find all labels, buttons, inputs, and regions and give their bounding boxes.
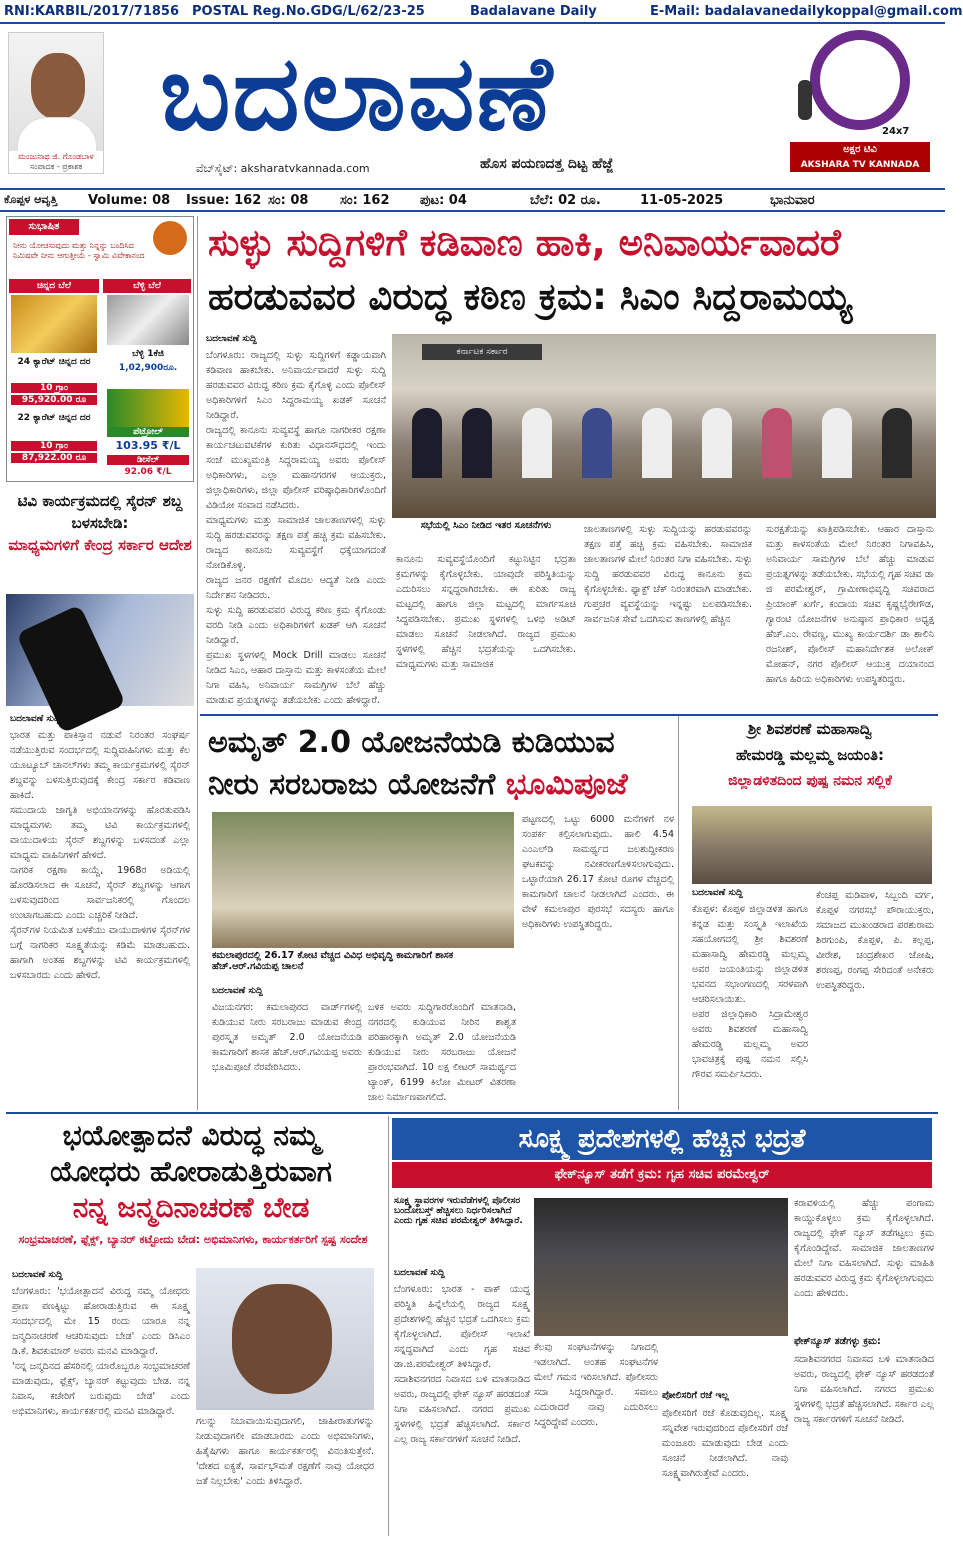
sookshma-subhead1: ಪೋಲಿಸರಿಗೆ ರಜೆ ಇಲ್ಲ [662, 1390, 729, 1401]
divider [6, 1112, 938, 1114]
jayanti-photo [692, 806, 932, 884]
shiv-byline: ಬದಲಾವಣೆ ಸುದ್ದಿ [692, 888, 743, 898]
dk-shivakumar-photo [196, 1268, 374, 1410]
lead-headline-line2: ಹರಡುವವರ ವಿರುದ್ಧ ಕಠಿಣ ಕ್ರಮ: ಸಿಎಂ ಸಿದ್ದರಾಮಯ್ಯ [208, 275, 853, 318]
gold22-label: 22 ಕ್ಯಾರೆಟ್ ಚಿನ್ನದ ದರ [17, 413, 91, 423]
tv-name: AKSHARA TV KANNADA [790, 158, 930, 172]
lead-col1 [206, 348, 386, 706]
price: ಬೆಲೆ: 02 ರೂ. [530, 193, 601, 208]
website: ವೆಬ್‌ಸೈಟ್: aksharatvkannada.com [196, 162, 370, 175]
shiv-headline-1: ಶ್ರೀ ಶಿವಶರಣೆ ಮಹಾಸಾದ್ವಿ [747, 720, 873, 738]
amrut-byline: ಬದಲಾವಣೆ ಸುದ್ದಿ [212, 986, 263, 996]
gold-bars-image [11, 295, 97, 353]
cm-meeting-photo [392, 334, 936, 518]
parameshwar-photo [534, 1198, 788, 1336]
tv-remote-photo [6, 594, 194, 706]
diesel-label: ಡೀಸೆಲ್ [107, 455, 189, 465]
dateline [0, 188, 945, 212]
tagline: ಹೊಸ ಪಯಣದತ್ತ ದಿಟ್ಟ ಹೆಜ್ಜೆ [480, 156, 614, 172]
amrut-col2: ಬಳಿಕ ಅವರು ಸುದ್ದಿಗಾರರೊಂದಿಗೆ ಮಾತನಾಡಿ, ನಗರದಲ್ಲಿ ಕುಡಿಯುವ ನೀರಿನ ಶಾಶ್ವತ ಪರಿಹಾರಕ್ಕಾಗಿ ಅಮೃತ್ 2.0 ಯೋಜನೆಯಡಿ ಕುಡಿಯುವ ನೀರು ಸರಬರಾಜು ಯೋಜನೆ ಪ್ರಾರಂಭವಾಗಿದೆ. 10 ಲಕ್ಷ ಲೀಟರ್ ಸಾಮರ್ಥ್ಯದ ಟ್ಯಾಂಕ್, 6199 ಕಿಲೋ ಮೀಟರ್ ವಿತರಣಾ ಜಾಲ ನಿರ್ಮಾಣವಾಗಲಿದೆ. [368, 1002, 516, 1103]
dks-headline-2: ಯೋಧರು ಹೋರಾಡುತ್ತಿರುವಾಗ [50, 1155, 332, 1188]
lead-para: ರಾಜ್ಯದ ಜನರ ರಕ್ಷಣೆಗೆ ಮೊದಲ ಆದ್ಯತೆ ನೀಡಿ ಎಂದು ನಿರ್ದೇಶನ ನೀಡಿದರು. [206, 575, 386, 601]
sookshma-byline: ಬದಲಾವಣೆ ಸುದ್ದಿ [394, 1268, 445, 1278]
sookshma-col3: ಪೊಲೀಸರಿಗೆ ರಜೆ ಕೊಡುವುದಿಲ್ಲ. ಸೂಕ್ಷ್ಮ ಸನ್ನಿವೇಶ ಇರುವುದರಿಂದ ಪೊಲೀಸರಿಗೆ ರಜೆ ಮಂಜೂರು ಮಾಡುವುದು ಬೇಡ ಎಂದು ಸೂಚನೆ ನೀಡಲಾಗಿದೆ. ನಾವು ಸೂಕ್ಷ್ಮವಾಗಿರುತ್ತೇವೆ ಎಂದರು. [662, 1408, 788, 1479]
lead-headline-line1: ಸುಳ್ಳು ಸುದ್ದಿಗಳಿಗೆ ಕಡಿವಾಣ ಹಾಕಿ, ಅನಿವಾರ್ಯವಾದರೆ [208, 221, 841, 264]
lead-subhead: ಸಭೆಯಲ್ಲಿ ಸಿಎಂ ನೀಡಿದ ಇತರ ಸೂಚನೆಗಳು [420, 520, 552, 531]
lead-para: ಪ್ರಮುಖ ಸ್ಥಳಗಳಲ್ಲಿ Mock Drill ಮಾಡಲು ಸೂಚನೆ ನೀಡಿದ ಸಿಎಂ, ಆಹಾರ ದಾಸ್ತಾನು ಮತ್ತು ಕಾಳಸಂತೆಯ ಮೇಲೆ ನಿಗಾ ವಹಿಸಿ, ಅನಿವಾರ್ಯ ಸಾಮಗ್ರಿಗಳ ಬೆಲೆ ಹೆಚ್ಚು ಮಾಡುವ ಪ್ರಯತ್ನಗಳನ್ನು ತಡೆಯಬೇಕು ಎಂದು ಹೇಳಿದ್ದಾರೆ. [206, 650, 386, 706]
divider [197, 216, 198, 1110]
dks-headline [6, 1118, 376, 1230]
tv-para: ನಾಗರಿಕ ರಕ್ಷಣಾ ಕಾಯ್ದೆ, 1968ರ ಅಡಿಯಲ್ಲಿ ಹೊರಡಿಸಲಾದ ಈ ಸೂಚನೆ, ಸೈರನ್ ಶಬ್ದಗಳನ್ನು ಆಗಾಗ ಬಳಸುವುದರಿಂದ ಸಾರ್ವಜನಿಕರಲ್ಲಿ ಗೊಂದಲ ಉಂಟಾಗಬಹುದು ಎಂದು ಎಚ್ಚರಿಕೆ ನೀಡಿದೆ. [10, 865, 190, 921]
rni-number: RNI:KARBIL/2017/71856 [4, 4, 180, 19]
shiv-headline-2: ಹೇಮರಡ್ಡಿ ಮಲ್ಲಮ್ಮ ಜಯಂತಿ: [736, 746, 884, 764]
amrut-col1: ವಿಜಯನಗರ: ಕಮಲಾಪುರದ ವಾರ್ಡ್‌ಗಳಲ್ಲಿ ಕುಡಿಯುವ ನೀರು ಸರಬರಾಜು ಮಾಡುವ ಕೇಂದ್ರ ಪುರಸ್ಕೃತ ಅಮೃತ್ 2.0 ಯೋಜನೆಯಡಿ ಕಾಮಗಾರಿಗೆ ಶಾಸಕ ಹೆಚ್.ಆರ್.ಗವಿಯಪ್ಪ ಅವರು ಭೂಮಿಪೂಜೆ ನೆರವೇರಿಸಿದರು. [212, 1002, 362, 1073]
tv-body [10, 728, 190, 1108]
dks-byline: ಬದಲಾವಣೆ ಸುದ್ದಿ [12, 1270, 63, 1280]
lead-para: ಬೆಂಗಳೂರು: ರಾಜ್ಯದಲ್ಲಿ ಸುಳ್ಳು ಸುದ್ದಿಗಳಿಗೆ ಕಡ್ಡಾಯವಾಗಿ ಕಡಿವಾಣ ಹಾಕಬೇಕು. ಅನಿವಾರ್ಯವಾದರೆ ಸುಳ್ಳು ಸುದ್ದಿ ಹರಡುವವರ ವಿರುದ್ಧ ಕಠಿಣ ಕ್ರಮ ಕೈಗೊಳ್ಳಿ ಎಂದು ಪೊಲೀಸ್ ಅಧಿಕಾರಿಗಳಿಗೆ ಸಿಎಂ ಸಿದ್ದರಾಮಯ್ಯ ಖಡಕ್ ಸೂಚನೆ ನೀಡಿದ್ದಾರೆ. [206, 350, 386, 421]
tv-headline-2: ಮಾಧ್ಯಮಗಳಿಗೆ ಕೇಂದ್ರ ಸರ್ಕಾರ ಆದೇಶ [8, 536, 192, 554]
divider [388, 1116, 389, 1536]
dks-headline-1: ಭಯೋತ್ಪಾದನೆ ವಿರುದ್ಧ ನಮ್ಮ [62, 1119, 320, 1152]
page-number: ಪುಟ: 04 [420, 193, 467, 208]
sookshma-col1 [394, 1282, 530, 1534]
dks-para: 'ನನ್ನ ಜನ್ಮದಿನದ ಹೆಸರಿನಲ್ಲಿ ಯಾರೊಬ್ಬರೂ ಸಂಭ್ರಮಾಚರಣೆ ಮಾಡುವುದು, ಫ್ಲೆಕ್ಸ್, ಬ್ಯಾನರ್ ಕಟ್ಟುವುದು ಬೇಡ. ನನ್ನ ನಿವಾಸ, ಕಚೇರಿಗೆ ಬರುವುದು ಬೇಡ' ಎಂದು ಅಭಿಮಾನಿಗಳು, ಕಾರ್ಯಕರ್ತರಲ್ಲಿ ಮನವಿ ಮಾಡಿದ್ದಾರೆ. [12, 1361, 190, 1417]
lead-para: ಸುಳ್ಳು ಸುದ್ದಿ ಹರಡುವವರ ವಿರುದ್ಧ ಕಠಿಣ ಕ್ರಮ ಕೈಗೊಂಡು ವರದಿ ನೀಡಿ ಎಂದು ಅಧಿಕಾರಿಗಳಿಗೆ ಖಡಕ್ ಆಗಿ ಸೂಚನೆ ನೀಡಿದ್ದಾರೆ. [206, 605, 386, 646]
lead-para: ಮಾಧ್ಯಮಗಳು ಮತ್ತು ಸಾಮಾಜಿಕ ಜಾಲತಾಣಗಳಲ್ಲಿ ಸುಳ್ಳು ಸುದ್ದಿ ಹರಡುವವರನ್ನು ತಕ್ಷಣ ಪತ್ತೆ ಹಚ್ಚಿ ಕ್ರಮ ವಹಿಸಬೇಕು. ರಾಜ್ಯದ ಕಾನೂನು ಸುವ್ಯವಸ್ಥೆಗೆ ಧಕ್ಕೆಯಾಗದಂತೆ ನೋಡಿಕೊಳ್ಳಿ. [206, 515, 386, 571]
gold22-value: 87,922.00 ರೂ [11, 453, 97, 463]
postal-reg: POSTAL Reg.No.GDG/L/62/23-25 [192, 4, 425, 19]
meeting-sign: ಕರ್ನಾಟಕ ಸರ್ಕಾರ [422, 344, 542, 360]
lead-headline [200, 216, 938, 326]
subhashita-label: ಸುಭಾಷಿತ [9, 219, 79, 235]
lead-para: ರಾಜ್ಯದಲ್ಲಿ ಕಾನೂನು ಸುವ್ಯವಸ್ಥೆ ಹಾಗೂ ನಾಗರೀಕರ ರಕ್ಷಣಾ ಕಾರ್ಯಚಟುವಟಿಕೆಗಳ ಕುರಿತು ವಿಧಾನಸೌಧದಲ್ಲಿ ಇಂದು ಸಂಜೆ ಮುಖ್ಯಮಂತ್ರಿ ಸಿದ್ದರಾಮಯ್ಯ ಅವರು ಪೊಲೀಸ್ ಅಧಿಕಾರಿಗಳು, ಎಲ್ಲಾ ಮಹಾನಗರಗಳ ಆಯುಕ್ತರು, ಜಿಲ್ಲಾಧಿಕಾರಿಗಳು, ಜಿಲ್ಲಾ ಪೊಲೀಸ್ ವರಿಷ್ಠಾಧಿಕಾರಿಗಳೊಂದಿಗೆ ವಿಡಿಯೋ ಸಂವಾದ ನಡೆಸಿದರು. [206, 425, 386, 511]
editor-photo [8, 32, 104, 174]
day: ಭಾನುವಾರ [770, 193, 815, 208]
silver-price-head: ಬೆಳ್ಳಿ ಬೆಲೆ [103, 279, 191, 293]
sookshma-intro: ಸೂಕ್ಷ್ಮ ಸ್ಥಾವರಗಳ ಇರುವೆಡೆಗಳಲ್ಲಿ ಪೊಲೀಸರ ಬಂದೋಬಸ್ತ್ ಹೆಚ್ಚಿಸಲು ನಿರ್ಧರಿಸಲಾಗಿದೆ ಎಂದು ಗೃಹ ಸಚಿವ ಪರಮೇಶ್ವರ್ ತಿಳಿಸಿದ್ದಾರೆ. [394, 1196, 523, 1226]
masthead [0, 24, 945, 184]
gold24-label: 24 ಕ್ಯಾರೆಟ್ ಚಿನ್ನದ ದರ [17, 357, 91, 367]
top-strip [0, 0, 963, 24]
sookshma-para: ಬೆಂಗಳೂರು: ಭಾರತ - ಪಾಕ್ ಯುದ್ಧ ಪರಿಸ್ಥಿತಿ ಹಿನ್ನೆಲೆಯಲ್ಲಿ ರಾಜ್ಯದ ಸೂಕ್ಷ್ಮ ಪ್ರದೇಶಗಳಲ್ಲಿ ಹೆಚ್ಚಿನ ಭದ್ರತೆ ಒದಗಿಸಲು ಕ್ರಮ ಕೈಗೊಳ್ಳಲಾಗಿದೆ. ಪೊಲೀಸ್ ಇಲಾಖೆ ಸನ್ನದ್ಧವಾಗಿದೆ ಎಂದು ಗೃಹ ಸಚಿವ ಡಾ.ಜಿ.ಪರಮೇಶ್ವರ್ ತಿಳಿಸಿದ್ದಾರೆ. [394, 1284, 530, 1370]
akshara-tv-logo [790, 30, 930, 180]
petrol-value: 103.95 ₹/L [115, 439, 181, 452]
sookshma-col2: ಕೆಲವು ಸಂಘಟನೆಗಳನ್ನು ನಿಗಾದಲ್ಲಿ ಇಡಲಾಗಿದೆ. ಅಂತಹ ಸಂಘಟನೆಗಳ ಮೇಲೆ ಗಮನ ಇರಿಸಲಾಗಿದೆ. ಪೊಲೀಸರು ಸದಾ ಸಿದ್ಧರಾಗಿದ್ದಾರೆ. ಸವಾಲು ಎದುರಾದರೆ ನಾವು ಎದುರಿಸಲು ಸಿದ್ಧರಿದ್ದೇವೆ ಎಂದರು. [534, 1342, 658, 1428]
paper-logo: ಬದಲಾವಣೆ [160, 32, 555, 154]
sookshma-col4a: ಕರಾವಳಿಯಲ್ಲಿ ಹೆಚ್ಚು ಪಂಗಾಮ ಕಾಯ್ದುಕೊಳ್ಳಲು ಕ್ರಮ ಕೈಗೊಳ್ಳಲಾಗಿದೆ. ರಾಜ್ಯದಲ್ಲಿ ಫೇಕ್ ನ್ಯೂಸ್ ತಡೆಗಟ್ಟಲು ಕ್ರಮ ಕೈಗೊಂಡಿದ್ದೇವೆ. ಸಾಮಾಜಿಕ ಜಾಲತಾಣಗಳ ಮೇಲೆ ನಿಗಾ ವಹಿಸಲಾಗಿದೆ. ಸುಳ್ಳು ಮಾಹಿತಿ ಹರಡುವವರ ವಿರುದ್ಧ ಕ್ರಮ ಕೈಗೊಳ್ಳಲಾಗುವುದು ಎಂದು ಹೇಳಿದರು. [794, 1198, 934, 1299]
lead-col4: ಸುರಕ್ಷತೆಯನ್ನು ಖಾತ್ರಿಪಡಿಸಬೇಕು. ಆಹಾರ ದಾಸ್ತಾನು ಮತ್ತು ಕಾಳಸಂತೆಯ ಮೇಲೆ ನಿರಂತರ ನಿಗಾವಹಿಸಿ, ಅನಿವಾರ್ಯ ಸಾಮಗ್ರಿಗಳ ಬೆಲೆ ಹೆಚ್ಚು ಮಾಡುವ ಪ್ರಯತ್ನಗಳನ್ನು ತಡೆಯಬೇಕು. ಸಭೆಯಲ್ಲಿ ಗೃಹ ಸಚಿವ ಡಾ ಜಿ ಪರಮೇಶ್ವರ್, ಗ್ರಾಮೀಣಾಭಿವೃದ್ಧಿ ಸಚಿವರಾದ ಪ್ರಿಯಾಂಕ್ ಖರ್ಗೆ, ಕಂದಾಯ ಸಚಿವ ಕೃಷ್ಣಭೈರೇಗೌಡ, ಗ್ಯಾರಂಟಿ ಯೋಜನೆಗಳ ಅನುಷ್ಠಾನ ಪ್ರಾಧಿಕಾರ ಅಧ್ಯಕ್ಷ ಹೆಚ್.ಎಂ. ರೇವಣ್ಣ, ಮುಖ್ಯ ಕಾರ್ಯದರ್ಶಿ ಡಾ ಶಾಲಿನಿ ರಜನೀಶ್, ಪೊಲೀಸ್ ಮಹಾನಿರ್ದೇಶಕ ಅಲೋಕ್ ಮೋಹನ್, ನಗರ ಪೊಲೀಸ್ ಆಯುಕ್ತ ದಯಾನಂದ ಹಾಗೂ ಹಿರಿಯ ಅಧಿಕಾರಿಗಳು ಉಪಸ್ಥಿತರಿದ್ದರು. [766, 524, 934, 685]
sam2: ಸಂ: 162 [340, 193, 390, 208]
gold-price-head: ಚಿನ್ನದ ಬೆಲೆ [9, 279, 99, 293]
amrut-headline-2a: ನೀರು ಸರಬರಾಜು ಯೋಜನೆಗೆ [208, 767, 496, 802]
sookshma-para: ಸದಾಶಿವನಗರದ ನಿವಾಸದ ಬಳಿ ಮಾತನಾಡಿದ ಅವರು, ರಾಜ್ಯದಲ್ಲಿ ಫೇಕ್ ನ್ಯೂಸ್ ಹರಡದಂತೆ ನಿಗಾ ವಹಿಸಲಾಗಿದೆ. ನಗರದ ಪ್ರಮುಖ ಸ್ಥಳಗಳಲ್ಲಿ ಭದ್ರತೆ ಹೆಚ್ಚಿಸಲಾಗಿದೆ. ಸರ್ಕಾರ ಎಲ್ಲ ರಾಜ್ಯ ಸರ್ಕಾರಗಳಿಗೆ ಸೂಚನೆ ನೀಡಿದೆ. [394, 1374, 530, 1445]
editor-caption: ಮಂಜುನಾಥ ಜಿ. ಗೊಂಡಬಾಳ [18, 152, 94, 161]
sookshma-headline: ಸೂಕ್ಷ್ಮ ಪ್ರದೇಶಗಳಲ್ಲಿ ಹೆಚ್ಚಿನ ಭದ್ರತೆ [392, 1118, 932, 1160]
paper-name: Badalavane Daily [470, 4, 597, 19]
tv-byline: ಬದಲಾವಣೆ ಸುದ್ದಿ [10, 714, 61, 724]
amrut-col3: ಪಟ್ಟಣದಲ್ಲಿ ಒಟ್ಟು 6000 ಮನೆಗಳಿಗೆ ನಳ ಸಂಪರ್ಕ ಕಲ್ಪಿಸಲಾಗುವುದು. ಹಾಲಿ 4.54 ಎಂಎಲ್‌ಡಿ ಸಾಮರ್ಥ್ಯದ ಜಲಶುದ್ಧೀಕರಣ ಘಟಕವನ್ನು ನವೀಕರಣಗೊಳಿಸಲಾಗುವುದು. ಒಟ್ಟಾರೆಯಾಗಿ 26.17 ಕೋಟಿ ರೂಗಳ ವೆಚ್ಚದಲ್ಲಿ ಕಾಮಗಾರಿಗೆ ಚಾಲನೆ ನೀಡಲಾಗಿದೆ ಎಂದರು. ಈ ವೇಳೆ ಕಮಲಾಪುರ ಪುರಸಭೆ ಸದಸ್ಯರು ಹಾಗೂ ಅಧಿಕಾರಿಗಳು ಉಪಸ್ಥಿತರಿದ್ದರು. [522, 814, 674, 930]
amrut-headline [200, 722, 674, 810]
shiv-para: ಅಪರ ಜಿಲ್ಲಾಧಿಕಾರಿ ಸಿದ್ರಾಮೇಶ್ವರ ಅವರು ಶಿವಶರಣೆ ಮಹಾಸಾದ್ವಿ ಹೇಮರಡ್ಡಿ ಮಲ್ಲಮ್ಮ ಅವರ ಭಾವಚಿತ್ರಕ್ಕೆ ಪುಷ್ಪ ನಮನ ಸಲ್ಲಿಸಿ ಗೌರವ ಸಮರ್ಪಿಸಿದರು. [692, 1009, 808, 1080]
divider [200, 714, 938, 716]
fuel-pump-icon [107, 389, 189, 427]
shiv-para: ಕೊಪ್ಪಳ: ಕೊಪ್ಪಳ ಜಿಲ್ಲಾಡಳಿತ ಹಾಗೂ ಕನ್ನಡ ಮತ್ತು ಸಂಸ್ಕೃತಿ ಇಲಾಖೆಯ ಸಹಯೋಗದಲ್ಲಿ ಶ್ರೀ ಶಿವಶರಣೆ ಮಹಾಸಾದ್ವಿ ಹೇಮರಡ್ಡಿ ಮಲ್ಲಮ್ಮ ಅವರ ಜಯಂತಿಯನ್ನು ಜಿಲ್ಲಾಡಳಿತ ಭವನದ ಸಭಾಂಗಣದಲ್ಲಿ ಸರಳವಾಗಿ ಆಚರಿಸಲಾಯಿತು. [692, 904, 808, 1005]
sookshma-subhead: ಫೇಕ್‌ನ್ಯೂಸ್ ತಡೆಗೆ ಕ್ರಮ: ಗೃಹ ಸಚಿವ ಪರಮೇಶ್ವರ್ [392, 1162, 932, 1188]
gold24-unit: 10 ಗ್ರಾಂ [11, 383, 97, 393]
gold24-value: 95,920.00 ರೂ [11, 395, 97, 405]
email: E-Mail: badalavanedailykoppal@gmail.com [650, 4, 963, 19]
editor-role: ಸಂಪಾದಕ - ಪ್ರಕಾಶಕ [29, 162, 83, 171]
vivekananda-photo [153, 221, 187, 255]
silver-bars-image [107, 295, 189, 345]
dks-para: ಬೆಂಗಳೂರು: 'ಭಯೋತ್ಪಾದನೆ ವಿರುದ್ಧ ನಮ್ಮ ಯೋಧರು ಪ್ರಾಣ ಪಣಕ್ಕಿಟ್ಟು ಹೋರಾಡುತ್ತಿರುವ ಈ ಸೂಕ್ಷ್ಮ ಸಂದರ್ಭದಲ್ಲಿ ಮೇ 15 ರಂದು ಯಾರೂ ನನ್ನ ಜನ್ಮದಿನಾಚರಣೆ ಆಚರಿಸುವುದು ಬೇಡ' ಎಂದು ಡಿಸಿಎಂ ಡಿ.ಕೆ. ಶಿವಕುಮಾರ್ ಅವರು ಮನವಿ ಮಾಡಿದ್ದಾರೆ. [12, 1286, 190, 1357]
amrut-caption: ಕಮಲಾಪುರದಲ್ಲಿ 26.17 ಕೋಟಿ ವೆಚ್ಚದ ವಿವಿಧ ಅಭಿವೃದ್ಧಿ ಕಾಮಗಾರಿಗೆ ಶಾಸಕ ಹೆಚ್.ಆರ್.ಗವಿಯಪ್ಪ ಚಾಲನೆ [212, 950, 454, 972]
quote: ನೀನು ಯೋಚಿಸುವುದು ಮತ್ತು ನಿನ್ನನ್ನು ಬಂದಿಸಿದ ನಿಮಿಷವೇ ನೀನು ಆಗುತ್ತೀಯೆ - ಸ್ವಾಮಿ ವಿವೇಕಾನಂದ [13, 241, 145, 260]
diesel-value: 92.06 ₹/L [124, 467, 172, 477]
tv-para: ಸಮುದಾಯ ಜಾಗೃತಿ ಅಭಿಯಾನಗಳನ್ನು ಹೊರತುಪಡಿಸಿ ಮಾಧ್ಯಮಗಳು ತಮ್ಮ ಟಿವಿ ಕಾರ್ಯಕ್ರಮಗಳಲ್ಲಿ ವಾಯುದಾಳಿಯ ಸೈರನ್ ಶಬ್ದಗಳನ್ನು ಬಳಸದಂತೆ ಎಲ್ಲಾ ಮಾಧ್ಯಮ ವಾಹಿನಿಗಳಿಗೆ ಹೇಳಿದೆ. [10, 805, 190, 861]
tv-badge: ಅಕ್ಷರ ಟಿವಿ [790, 142, 930, 158]
shiv-col2: ಕೆಂಚಪ್ಪ ಮಡಿವಾಳ, ಸಿಬ್ಬಂದಿ ವರ್ಗ, ಕೊಪ್ಪಳ ನಗರಸಭೆ ಪೌರಾಯುಕ್ತರು, ಸಮಾಜದ ಮುಖಂಡರಾದ ಪರಶುರಾಮ ಶಿರಗುಂಪಿ, ಕೊಪ್ಪಳ, ಪಿ. ಕಲ್ಲಪ್ಪ, ವೀರೇಶ, ಚಂದ್ರಶೇಖರ ಜೋಷಿ, ಶರಣಪ್ಪ, ರಂಗಪ್ಪ ಸೇರಿದಂತೆ ಅನೇಕರು ಉಪಸ್ಥಿತರಿದ್ದರು. [816, 890, 934, 991]
dks-col2: ಗಲನ್ನು ನಿಬಾವಾಯಿಸುವುದಾಗಲಿ, ಜಾಹೀರಾತುಗಳನ್ನು ನೀಡುವುದಾಗಲೀ ಮಾಡಬಾರದು ಎಂದು ಅಭಿಮಾನಿಗಳು, ಹಿತೈಷಿಗಳು ಹಾಗೂ ಕಾರ್ಯಕರ್ತರಲ್ಲಿ ವಿನಂತಿಸುತ್ತೇನೆ. 'ದೇಶದ ಐಕ್ಯತೆ, ಸಾರ್ವಭೌಮತೆ ರಕ್ಷಣೆಗೆ ನಾವು ಯೋಧರ ಜತೆ ನಿಲ್ಲಬೇಕು' ಎಂದು ತಿಳಿಸಿದ್ದಾರೆ. [196, 1416, 374, 1487]
bhoomipooja-photo [212, 812, 514, 948]
sookshma-subhead2: ಫೇಕ್‌ನ್ಯೂಸ್ ತಡೆಗಳ್ಳು ಕ್ರಮ: [794, 1336, 881, 1347]
rates-sidebar [6, 216, 194, 482]
issue: Issue: 162 [186, 193, 262, 208]
date: 11-05-2025 [640, 193, 724, 208]
lead-byline: ಬದಲಾವಣೆ ಸುದ್ದಿ [206, 334, 257, 344]
gold22-unit: 10 ಗ್ರಾಂ [11, 441, 97, 451]
microphone-icon [798, 80, 812, 120]
amrut-headline-2b: ಭೂಮಿಪೂಜೆ [505, 767, 628, 802]
volume: Volume: 08 [88, 193, 171, 208]
tv-para: ಸೈರನ್‌ಗಳ ನಿಯಮಿತ ಬಳಕೆಯು ವಾಯುದಾಳಿಗಳ ಸೈರನ್‌ಗಳ ಬಗ್ಗೆ ನಾಗರಿಕರ ಸೂಕ್ಷ್ಮತೆಯನ್ನು ಕಡಿಮೆ ಮಾಡಬಹುದು. ಹಾಗಾಗಿ ಅಂತಹ ಶಬ್ದಗಳನ್ನು ಟಿವಿ ಕಾರ್ಯಕ್ರಮಗಳಲ್ಲಿ ಬಳಸಬಾರದು ಎಂದು ಹೇಳಿದೆ. [10, 925, 190, 981]
lead-col3: ಜಾಲತಾಣಗಳಲ್ಲಿ ಸುಳ್ಳು ಸುದ್ದಿಯನ್ನು ಹರಡುವವರನ್ನು ತಕ್ಷಣ ಪತ್ತೆ ಹಚ್ಚಿ ಕ್ರಮ ವಹಿಸಬೇಕು. ಸಾಮಾಜಿಕ ಜಾಲತಾಣಗಳ ಮೇಲೆ ನಿರಂತರ ನಿಗಾ ವಹಿಸಬೇಕು. ಸುಳ್ಳು ಸುದ್ದಿ ಹರಡುವವರ ವಿರುದ್ಧ ಕಾನೂನು ಕ್ರಮ ಕೈಗೊಳ್ಳಬೇಕು. ಫ್ಯಾಕ್ಟ್ ಚೆಕ್ ನಿರಂತರವಾಗಿ ಮಾಡಬೇಕು. ಗುಪ್ತಚರ ವ್ಯವಸ್ಥೆಯನ್ನು ಇನ್ನಷ್ಟು ಬಲಪಡಿಸಬೇಕು. ಸಾರ್ವಜನಿಕ ಸೇವೆ ಒದಗಿಸುವ ತಾಣಗಳಲ್ಲಿ ಹೆಚ್ಚಿನ [584, 524, 752, 625]
amrut-headline-1: ಅಮೃತ್ 2.0 ಯೋಜನೆಯಡಿ ಕುಡಿಯುವ [208, 725, 615, 760]
edition: ಕೊಪ್ಪಳ ಆವೃತ್ತಿ [4, 193, 58, 206]
tv-headline-1: ಟಿವಿ ಕಾರ್ಯಕ್ರಮದಲ್ಲಿ ಸೈರನ್ ಶಬ್ದ ಬಳಸಬೇಡಿ: [17, 492, 183, 532]
petrol-label: ಪೆಟ್ರೋಲ್ [107, 427, 189, 437]
silver-value: 1,02,900ರೂ. [118, 363, 178, 373]
shiv-headline-3: ಜಿಲ್ಲಾಡಳಿತದಿಂದ ಪುಷ್ಪ ನಮನ ಸಲ್ಲಿಕೆ [728, 773, 892, 789]
divider [678, 716, 679, 1110]
shivasharane-headline [682, 716, 938, 802]
lead-col2: ಕಾನೂನು ಸುವ್ಯವಸ್ಥೆಯೊಂದಿಗೆ ಕಟ್ಟುನಿಟ್ಟಿನ ಭದ್ರತಾ ಕ್ರಮಗಳನ್ನು ಕೈಗೊಳ್ಳಬೇಕು. ಯಾವುದೇ ಪರಿಸ್ಥಿತಿಯನ್ನು ಎದುರಿಸಲು ಸನ್ನದ್ಧರಾಗಿರಬೇಕು. ಈ ಕುರಿತು ರಾಜ್ಯ ಮಟ್ಟದಲ್ಲಿ ಹಾಗೂ ಜಿಲ್ಲಾ ಮಟ್ಟದಲ್ಲಿ ಮಾರ್ಗಸೂಚಿ ಸಿದ್ಧಪಡಿಸಬೇಕು. ಪ್ರಮುಖ ಸ್ಥಳಗಳಲ್ಲಿ ಒಳಭಿ ಅಡಿಟ್ ಮಾಡಲು ಸೂಚನೆ ನೀಡಲಾಗಿದೆ. ರಾಜ್ಯದ ಪ್ರಮುಖ ಸ್ಥಳಗಳಲ್ಲಿ ಹೆಚ್ಚಿನ ಭದ್ರತೆಯನ್ನು ಒದಗಿಸಬೇಕು. ಮಾಧ್ಯಮಗಳು ಮತ್ತು ಸಾಮಾಜಿಕ [396, 554, 576, 670]
silver-unit: ಬೆಳ್ಳಿ 1ಕೆಜಿ [132, 349, 164, 359]
shiv-col1 [692, 902, 808, 1106]
dks-col1 [12, 1284, 190, 1534]
tv-24x7: 24x7 [882, 126, 910, 137]
tv-para: ಭಾರತ ಮತ್ತು ಪಾಕಿಸ್ತಾನ ನಡುವೆ ನಿರಂತರ ಸಂಘರ್ಷ ನಡೆಯುತ್ತಿರುವ ಸಂದರ್ಭದಲ್ಲಿ ಸುದ್ದಿವಾಹಿನಿಗಳು ಮತ್ತು ಕೆಲ ಯೂಟ್ಯೂಬ್ ಚಾನಲ್‌ಗಳು ತಮ್ಮ ಕಾರ್ಯಕ್ರಮಗಳಲ್ಲಿ ಸೈರನ್ ಶಬ್ದವನ್ನು ಬಳಸುತ್ತಿರುವುದಕ್ಕೆ ಕೇಂದ್ರ ಸರ್ಕಾರ ಕಡಿವಾಣ ಹಾಕಿದೆ. [10, 730, 190, 801]
sam1: ಸಂ: 08 [268, 193, 309, 208]
dks-subhead: ಸಂಭ್ರಮಾಚರಣೆ, ಫ್ಲೆಕ್ಸ್, ಬ್ಯಾನರ್ ಕಟ್ಟೋದು ಬೇಡ: ಅಭಿಮಾನಿಗಳು, ಕಾರ್ಯಕರ್ತರಿಗೆ ಸ್ಪಷ್ಟ ಸಂದೇಶ [18, 1233, 368, 1246]
sookshma-col4b: ಸದಾಶಿವನಗರದ ನಿವಾಸದ ಬಳಿ ಮಾತನಾಡಿದ ಅವರು, ರಾಜ್ಯದಲ್ಲಿ ಫೇಕ್ ನ್ಯೂಸ್ ಹರಡದಂತೆ ನಿಗಾ ವಹಿಸಲಾಗಿದೆ. ನಗರದ ಪ್ರಮುಖ ಸ್ಥಳಗಳಲ್ಲಿ ಭದ್ರತೆ ಹೆಚ್ಚಿಸಲಾಗಿದೆ. ಸರ್ಕಾರ ಎಲ್ಲ ರಾಜ್ಯ ಸರ್ಕಾರಗಳಿಗೆ ಸೂಚನೆ ನೀಡಿದೆ. [794, 1354, 934, 1425]
dks-headline-3: ನನ್ನ ಜನ್ಮದಿನಾಚರಣೆ ಬೇಡ [72, 1191, 310, 1224]
